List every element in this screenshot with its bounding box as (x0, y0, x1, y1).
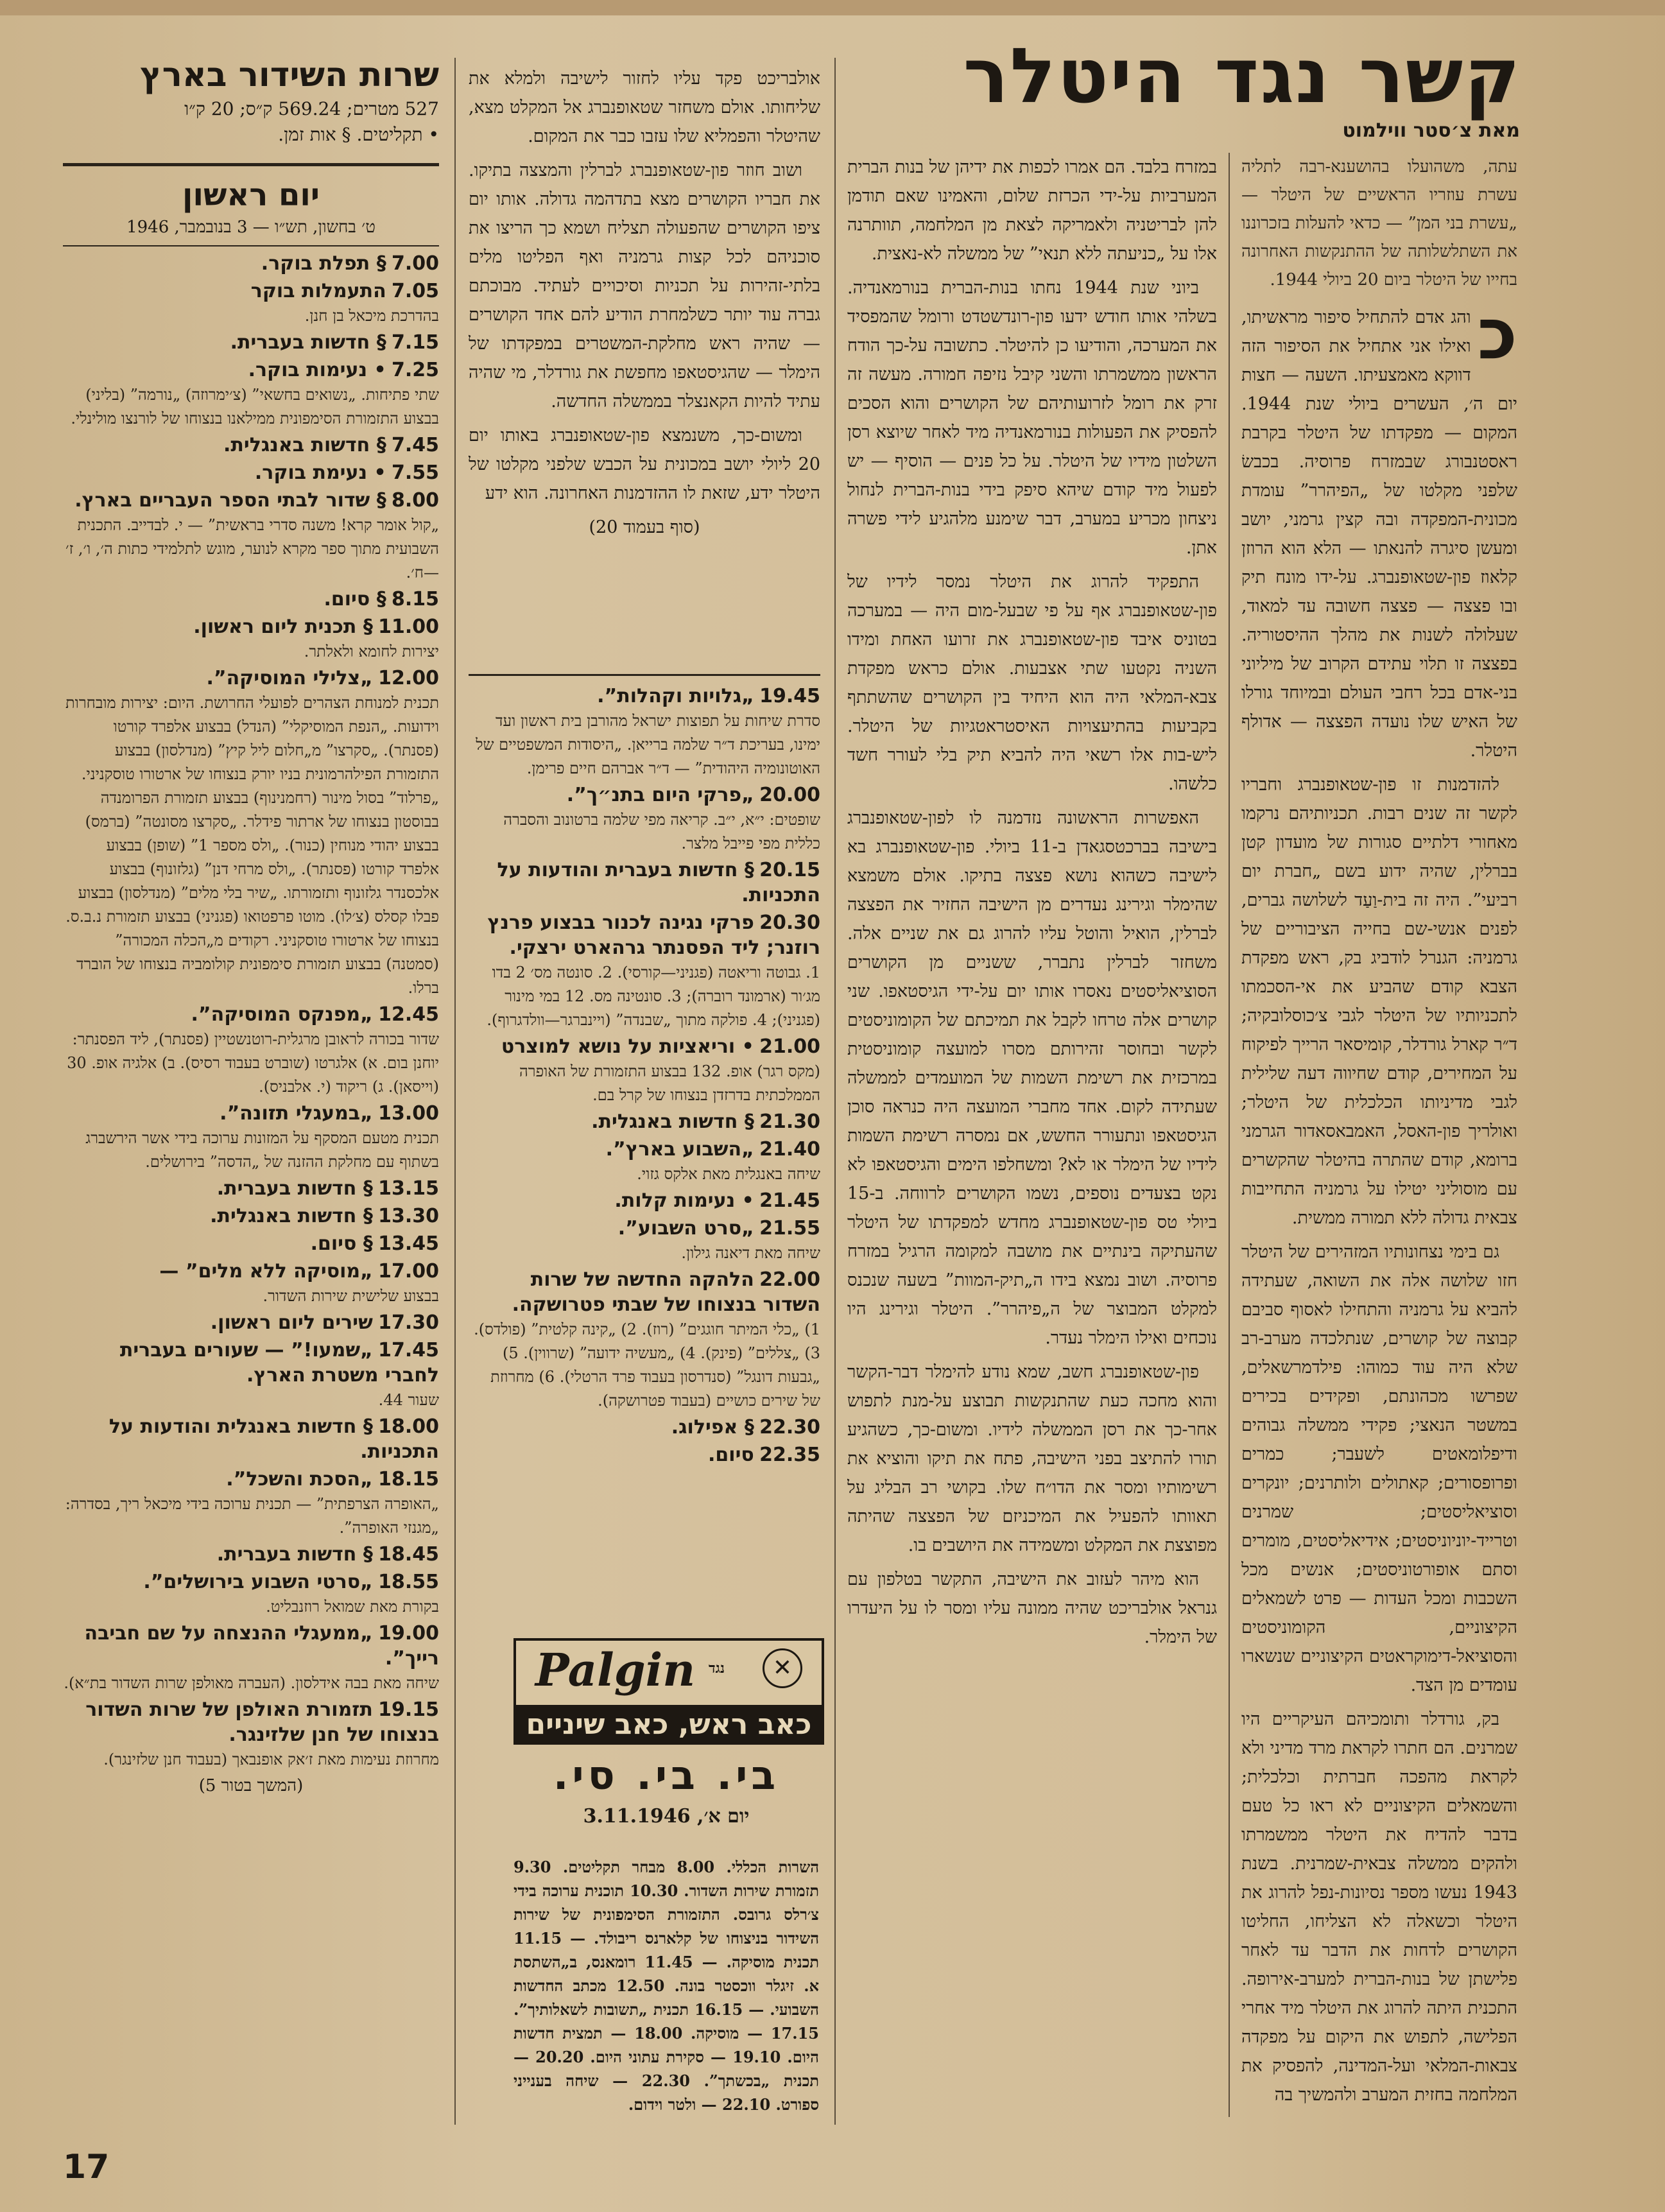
article-paragraph: התפקיד להרוג את היטלר נמסר לידיו של פון-שטאופנברג אף על פי שבעל-מום היה — במערכה בטוניס איבד פון-שטאופנברג את זרועו האחת ומידו השניה נקטעו שתי אצבעות. אולם כראש מפקדת צבא-המלאי היה הוא היחיד בין הקושרים שהשתתף בקביעות בהתיעצויות האיסטראטגיות של היטלר. ליש-בות אלו רשאי היה להביא תיק בלי לעורר חשד כלשהו. (847, 572, 1217, 794)
entry-title: „מפנקס המוסיקה”. (191, 1003, 373, 1026)
column-divider (454, 58, 456, 2125)
entry-title: הלהקה החדשה של שרות השדור בנצוחו של שבתי פטרושקה. (512, 1268, 820, 1316)
entry-time: 7.45 (391, 434, 439, 456)
entry-time: 21.30 (759, 1110, 820, 1133)
entry-description: שופטים: י״א, י״ב. קריאה מפי שלמה ברטונוב והסברה כללית מפי פייבל מלצר. (503, 811, 820, 852)
article-column-3 (469, 64, 820, 680)
entry-description: 1. גבוטה וריאטה (פגניני—קורסי). 2. סונטה מס׳ 2 בדו מג׳ור (ארמונד רוברה); 3. סונטינה מס. 12 במי מינור (פגניני); 4. פולקה מתוך „שבנדה” (ויינברגר—וולדגרוף). (487, 963, 820, 1029)
entry-description: בבצוע שלישית שירות השדור. (263, 1287, 439, 1305)
article-paragraph: פון-שטאופנברג חשב, שמא נודע להימלר דבר-הקשר והוא מחכה כעת שהתנקשות תבוצע על-מנת לתפוש אחר-כך את רסן הממשלה לידיו. ומשום-כך, כשהגיע תורו להתיצב בפני הישיבה, פתח את תיקו והוציא את רשימותיו ומסר את הדו״ח שלו. בקושי רב הבליג על תאוותו להפעיל את המיכניזם של הפצצה שהיתה מפוצצת את המקלט ומשמידה את היושבים בו. (847, 1362, 1217, 1555)
schedule-entry (63, 587, 439, 612)
entry-time: 13.45 (378, 1232, 439, 1255)
schedule-entry (63, 1338, 439, 1412)
schedule-entry (63, 615, 439, 664)
entry-title: „סרטי השבוע בירושלים”. (143, 1571, 373, 1593)
entry-time: 7.55 (391, 462, 439, 484)
entry-time: 7.25 (391, 359, 439, 381)
palgin-logo: Palgin (535, 1643, 696, 1697)
entry-time: 8.00 (391, 489, 439, 512)
section-divider (63, 163, 439, 166)
evening-schedule (469, 684, 820, 1634)
schedule-entry (63, 1003, 439, 1099)
entry-title: § חדשות בעברית והודעות על התכניות. (497, 859, 820, 906)
article-column-1 (1241, 153, 1517, 2130)
entry-time: 22.00 (759, 1268, 820, 1291)
entry-title: „גלויות וקהלות”. (597, 685, 754, 707)
entry-description: יצירות לחומא ולאלתר. (304, 643, 439, 661)
entry-title: סיום. (708, 1444, 754, 1466)
article-headline: קשר נגד היטלר (963, 31, 1521, 120)
day-title: יום ראשון (182, 177, 320, 213)
entry-title: „שמעו!” — שעורים בעברית לחברי משטרת הארץ. (119, 1339, 439, 1387)
entry-time: 17.45 (378, 1339, 439, 1361)
entry-description: סדרת שיחות על תפוצות ישראל מהורבן בית ראשון ועד ימינו, בעריכת ד״ר שלמה ברייאן. „היסודות המשפטיים של האוטונומיה היהודית” — ד״ר אברהם חיים פרימן. (476, 712, 820, 777)
entry-title: § חדשות בעברית. (216, 1543, 373, 1566)
schedule-entry (63, 666, 439, 1000)
entry-time: 21.00 (759, 1035, 820, 1058)
broadcast-title: שרות השידור בארץ (140, 56, 439, 94)
entry-description: „קול אומר קרא! משנה סדרי בראשית” — י. לבדייב. התכנית השבועית מתוך ספר מקרא לנוער, מוגש לתלמידי כתות ה׳, ו׳, ז׳—ח׳. (65, 516, 439, 582)
entry-description: (מקס רגר) אופ. 132 בבצוע התזמורת של האופרה הממלכתית בדרזדן בנצוחו של קרל בם. (519, 1062, 820, 1104)
article-paragraph: והג אדם להתחיל סיפור מראשיתו, ואילו אני אתחיל את הסיפור הזה דווקא מאמצעיתו. השעה — חצות יום ה׳, העשרים ביולי שנת 1944. המקום — מפקדתו של היטלר בקרבת ראסטנבורג שבמזרח פרוסיה. בכבשׂ שלפני מקלטו של „הפיהרר” עומדת מכונית-המפקדה ובה קצין גרמני, יושב ומעשן סיגרה להנאתו — הלא הוא הרוזן קלאוז פון-שטאופנברג. על-ידו מונח תיק ובו פצצה — פצצה חשובה עד למאוד, שעלולה לשנות את מהלך ההיסטוריה. בפצצה זו תלוי עתידם הקרוב של מיליוני בני-אדם בכל רחבי העולם ובמיוחד גורלו של האיש שלו נועדה הפצצה — אדולף היטלר. (1241, 307, 1517, 761)
entry-description: שעור 44. (378, 1391, 439, 1409)
entry-title: § שדור לבתי הספר העבריים בארץ. (74, 489, 386, 512)
page-top-edge (0, 0, 1665, 15)
entry-title: • נעימת בוקר. (254, 462, 386, 484)
page-number: 17 (63, 2148, 110, 2186)
schedule-entry (63, 279, 439, 328)
schedule-entry (469, 1189, 820, 1214)
drop-cap: כ (1477, 293, 1517, 375)
schedule-entry (63, 358, 439, 431)
entry-time: 19.00 (378, 1622, 439, 1645)
entry-description: בקורת מאת שמואל רוזנבליט. (266, 1598, 439, 1616)
entry-time: 20.15 (759, 859, 820, 881)
entry-time: 19.45 (759, 685, 820, 707)
entry-title: „השבוע בארץ”. (605, 1138, 754, 1161)
entry-description: שיחה מאת דיאנה גילון. (681, 1244, 820, 1262)
schedule-entry (469, 783, 820, 856)
article-paragraph: בק, גורדלר ותומכיהם העיקריים היו שמרנים. הם חתרו לקראת מרד מדיני ולא לקראת מהפכה חברתית וכלכלית; והשמאלים הקיצוניים לא ראו כל טעם בדבר להדיח את היטלר ממשמרתו ולהקים ממשלה צבאית-שמרנית. בשנת 1943 נעשו מספר נסיונות-נפל להרוג את היטלר וכשאלה לא הצליחו, החליטו הקושרים לדחות את הדבר עד לאחר פלישתן של בנות-הברית למערב-אירופה. התכנית היתה להרוג את היטלר מיד אחרי הפלישה, לתפוש את היקום על מפקדה צבאות-המלאי ועל-המדינה, להפסיק את המלחמה בחזית המערב ולהמשיך בה (1241, 1709, 1517, 2105)
schedule-entry (63, 1467, 439, 1540)
entry-time: 20.00 (759, 784, 820, 806)
palgin-advertisement (513, 1638, 824, 1707)
ad-cross-icon: ✕ (763, 1648, 802, 1688)
entry-time: 17.00 (378, 1260, 439, 1283)
broadcast-legend: • תקליטים. § אות זמן. (278, 124, 439, 145)
entry-title: „פרקי היום בתנ״ך”. (566, 784, 754, 806)
schedule-entry (63, 1621, 439, 1695)
article-continued-note: (סוף בעמוד 20) (589, 517, 700, 537)
entry-time: 13.15 (378, 1177, 439, 1200)
schedule-entry (63, 488, 439, 585)
entry-time: 11.00 (378, 616, 439, 638)
article-paragraph: להזדמנות זו פון-שטאופנברג וחבריו לקשר זה שנים רבות. תכניותיהם נרקמו מאחורי דלתיים סגורות של מועדון קטן בברלין, שהיה ידוע בשם „חברת יום רביעי”. היה זה בית-וַעַד לשלושה גברים, לפנים אנשי-שם בחייה הציבוריים של גרמניה: הגנרל לודביג בק, ראש מפקדת הצבא קודם שהביע את אי-הסכמתו לתכניותיו של היטלר לגבי צ׳כוסלובקיה; ד״ר קארל גורדלר, קומיסאר הרייך לפיקוח על המחירים, קודם שחיווה דעה שלילית לגבי מדיניותו הכלכלית של היטלר; ואולריך פון-האסל, האמבאסאדור הגרמני ברומא, קודם שהתרה בהיטלר שהקשרים עם מוסוליני יטילו על גרמניה התחייבות צבאית גדולה ללא תמורה ממשית. (1241, 775, 1517, 1228)
ad-band-text: כאב ראש, כאב שיניים (513, 1705, 824, 1745)
entry-time: 13.00 (378, 1102, 439, 1125)
entry-time: 21.40 (759, 1138, 820, 1161)
entry-title: § חדשות באנגלית והודעות על התכניות. (108, 1415, 439, 1463)
entry-time: 22.30 (759, 1416, 820, 1439)
entry-title: § אפילוג. (671, 1416, 754, 1439)
entry-title: „ממעגלי ההנצחה על שם חביבה רייך”. (84, 1622, 439, 1670)
schedule-entry (469, 858, 820, 908)
day-schedule (63, 252, 439, 2100)
entry-title: „צלילי המוסיקה”. (206, 667, 373, 689)
article-paragraph: אולבריכט פקד עליו לחזור לישיבה ולמלא את שליחותו. אולם משחזר שטאופנברג אל המקלט מצא, שהיטלר והפמליא שלו עזבו כבר את המקום. (469, 69, 820, 146)
entry-description: 1) „כלי המיתר חוגגים” (רוז). 2) „קינה קלטית” (פולדס). 3) „צללים” (פינק). 4) „מעשיה ידועה” (שרווין). 5) „גבעות דונגל” (סנדרסון בעבוד פרד הרטלי). 6) מחרוזת של שירים כושיים (בעבוד פטרושקה). (474, 1320, 820, 1410)
entry-description: מחרוזת נעימות מאת ז׳אק אופנבאך (בעבוד חנן שלזינגר). (103, 1750, 439, 1768)
entry-time: 12.45 (378, 1003, 439, 1026)
entry-time: 8.15 (391, 588, 439, 610)
entry-time: 13.30 (378, 1205, 439, 1227)
entry-time: 17.30 (378, 1311, 439, 1334)
article-byline: מאת צ׳סטר ווילמוט (1342, 119, 1520, 142)
entry-time: 20.30 (759, 912, 820, 934)
entry-title: • וריאציות על נושא למוצרט (501, 1035, 754, 1058)
schedule-entry (469, 684, 820, 781)
continued-note: (המשך בטור 5) (198, 1776, 304, 1795)
section-divider (469, 674, 820, 676)
entry-title: § תפלת בוקר. (261, 252, 386, 275)
entry-time: 21.45 (759, 1189, 820, 1212)
schedule-entry (469, 1268, 820, 1413)
schedule-entry (63, 1232, 439, 1257)
entry-time: 21.55 (759, 1217, 820, 1240)
entry-time: 22.35 (759, 1444, 820, 1466)
article-paragraph: במזרח בלבד. הם אמרו לכפות את ידיהן של בנות הברית המערביות על-ידי הכרזת שלום, והאמינו שאם תודמן להן לבריטניה ולאמריקה לצאת מן המלחמה, תוותרנה אלו על „כניעתה ללא תנאי” של ממשלה לא-נאצית. (847, 157, 1217, 264)
column-divider (834, 58, 836, 2125)
entry-description: שיחה מאת בבה אידלסון. (העברה מאולפן שרות השדור בת״א). (64, 1674, 439, 1692)
section-divider (63, 245, 439, 246)
article-paragraph: ומשום-כך, משנמצא פון-שטאופנברג באותו יום 20 ליולי יושב במכונית על הכבש שלפני מקלטו של היטלר ידע, שזאת לו ההזדמנות האחרונה. הוא ידע (469, 426, 820, 503)
article-column-2 (847, 153, 1217, 2130)
schedule-entry (63, 1570, 439, 1619)
entry-time: 18.45 (378, 1543, 439, 1566)
entry-title: § חדשות באנגלית. (223, 434, 386, 456)
entry-description: תכנית למנוחת הצהרים לפועלי החרושת. היום: יצירות מובחרות וידועות. „הנפת המוסיקלי” (הנדל) בבצוע אלפרד קורטו (פסנתר). „סקרצו” מ„חלום ליל קיץ” (מנדלסון) בבצוע התזמורת הפילהרמונית בניו יורק בנצוחו של ארטורו טוסקניני. „פרלוד” בסול מינור (רחמנינוף) בבצוע תזמורת הפרומנדה בבוסטון בנצוחו של ארתור פידלר. „סקרצו מסונטה” (ברמס) בבצוע יהודי מנוחין (כנור). „ולס מספר 1” (שופן) בבצוע אלפרד קורטו (פסנתר). „ולס מרחי דנן” (גלזונוף) בבצוע אלכסנדר גלזונוף ותזמורתו. „שיר בלי מלים” (מנדלסון) בבצוע פבלו קסלס (צ׳לו). מוטו פרפטואו (פגניני) בבצוע תזמורת נ.ב.ס. בנצוחו של ארטורו טוסקניני. רקודים מ„הכלה המכורה” (סמטנה) בבצוע תזמורת סימפונית קולומביה בנצוחו של הוברד ברלו. (65, 694, 439, 997)
schedule-entry (469, 1216, 820, 1265)
entry-title: „סרט השבוע”. (617, 1217, 754, 1240)
entry-description: שתי פתיחות. „נשואים בחשאי” (צ׳ימרוזה) „נורמה” (בליני) בבצוע התזמורת הסימפונית ממילאנו בנצוחו של לורנצו מולינלי. (71, 386, 439, 428)
schedule-entry (63, 1102, 439, 1174)
entry-time: 19.15 (378, 1698, 439, 1721)
ad-tagline: נגד (709, 1660, 725, 1677)
broadcast-frequency: 527 מטרים; 569.24 ק״ס; 20 ק״ו (184, 98, 439, 119)
entry-title: § תכנית ליום ראשון. (193, 616, 373, 638)
schedule-entry (63, 252, 439, 277)
entry-description: תכנית מטעם המסקף על המזונות ערוכה בידי אשר הירשברג בשתוף עם מחלקת ההזנה של „הדסה” בירושלים. (85, 1129, 439, 1171)
entry-description: שיחה באנגלית מאת אלקס גזוי. (637, 1165, 820, 1183)
article-intro: עתה, משהועלו בהושענא-רבה לתליה עשרת עוזריו הראשיים של היטלר — „עשרת בני המן” — כדאי להעלות בזכרוננו את השתלשלותה של ההתנקשות האחרונה בחייו של היטלר ביום 20 ביולי 1944. (1241, 157, 1517, 289)
schedule-entry (63, 1311, 439, 1336)
schedule-entry (469, 1137, 820, 1186)
schedule-entry (63, 1177, 439, 1202)
entry-title: „במעגלי תזונה”. (220, 1102, 373, 1125)
bbc-title: בי. בי. סי. (553, 1752, 780, 1799)
entry-time: 12.00 (378, 667, 439, 689)
schedule-entry (469, 911, 820, 1032)
bbc-schedule: השרות הכללי. 8.00 מבחר תקליטים. 9.30 תזמורת שירות השדור. 10.30 תוכנית ערוכה בידי צ׳רלס גרובס. התזמורת הסימפונית של שירות השידור בניצוחו של קלארנס ריבולד. — 11.15 תכנית מוסיקה. — 11.45 רומאנס, ב„השתסת א. זיגלר ווכסטר בונה. 12.50 מכתב החדשות השבועי. — 16.15 תכנית „תשובות לשאלותיך”. 17.15 — מוסיקה. 18.00 — תמצית חדשות היום. 19.10 — סקירת עתוני היום. 20.20 — תכנית „בכשתך”. 22.30 — שיחה בענייני ספורט. 22.10 — ולטר וידום. (513, 1858, 819, 2114)
entry-time: 7.05 (391, 280, 439, 302)
entry-time: 18.55 (378, 1571, 439, 1593)
entry-title: פרקי נגינה לכנור בבצוע פרנץ רוזנר; ליד הפסנתר גרהארט ירצקי. (487, 912, 820, 959)
broadcast-info (63, 96, 439, 148)
entry-title: „מוסיקה ללא מלים” — (159, 1260, 373, 1283)
entry-title: שירים ליום ראשון. (210, 1311, 373, 1334)
entry-title: § סיום. (324, 588, 386, 610)
entry-time: 7.15 (391, 331, 439, 354)
schedule-entry (469, 1415, 820, 1440)
entry-description: שדור בכורה לראובן מרגלית-רוטנשטיין (פסנתר), ליד הפסנתר: יוחנן בום. א) אלגרטו (שוברט בעבוד רסיס). ב) אלגיה אופ. 30 (וייסאן). ג) ריקוד (י. אלבניס). (67, 1030, 439, 1096)
entry-time: 7.00 (391, 252, 439, 275)
entry-title: התעמלות בוקר (250, 280, 386, 302)
bbc-date: יום א׳, 3.11.1946 (583, 1805, 750, 1827)
schedule-entry (469, 1035, 820, 1107)
schedule-entry (63, 1415, 439, 1465)
entry-time: 18.00 (378, 1415, 439, 1438)
entry-title: • נעימות קלות. (614, 1189, 754, 1212)
schedule-entry (63, 433, 439, 458)
article-paragraph: גם בימי נצחונותיו המזהירים של היטלר חזו שלושה אלה את השואה, שעתידה להביא על גרמניה והתחילו לאסוף סביבם קבוצה של קושרים, שנתלכדה מערב-רב שלא היה עוד כמוהו: פילדמרשאלים, שפרשו מכהונתם, ופקידים בכירים במשטר הנאצי; פקידי ממשלה גבוהים ודיפלומאטים לשעבר; כמרים ופרופסורים; קאתולים ולותרנים; יונקרים וסוציאליסטים; שמרנים וטרייד-יוניוניסטים; אידיאליסטים, מומרים וסתם אופורטוניסטים; אנשים מכל השכבות ומכל העדות — פרט לשמאלים הקיצוניים, הקומוניסטים והסוציאל-דימוקראטים הקיצוניים שנשארו עומדים מן הצד. (1241, 1242, 1517, 1695)
schedule-entry (63, 1204, 439, 1229)
schedule-entry (63, 331, 439, 356)
article-paragraph: ביוני שנת 1944 נחתו בנות-הברית בנורמאנדיה. בשלהי אותו חודש ידעו פון-רונדשטדט ורומל שהמפסיד את המערכה, והודיעו כן להיטלר. כתשובה על-כך הודח הראשון ממשמרתו והשני קיבל נזיפה חמורה. מעשה זה זרק את רומל לזרועותיהם של הקושרים והוא הסכים להפסיק את הפעולות בנורמאנדיה מיד לאחר שיוצא רסן השלטון מידיו של היטלר. על כל פנים — הוסיף — יש לפעול מיד קודם שיהא סיפק בידי בנות-הברית לנחול ניצחון מכריע במערב, דבר שימנע מלהגיע לידי פשרה אתן. (847, 278, 1217, 558)
entry-title: § חדשות בעברית. (230, 331, 386, 354)
article-paragraph: ושוב חוזר פון-שטאופנברג לברלין והמצצה בתיקו. את חבריו הקושרים מצא בתדהמה גדולה. אותו יום ציפו הקושרים שהפעולה תצליח ושמא כך הריצו את סוכניהם לכל קצות גרמניה ואף הפליטו מלים בלתי-זהירות על תכניות וסיכויים לעתיד. מבוכתם גברה עוד יותר כשלמחרת הודיע להם אחד הקושרים — שהיה ראש מחלקת-המשטרים במפקדתו של הימלר — שהגיסטאפו מחפשת את גורדלר, מי שהיה עתיד להיות הקאנצלר בממשלה החדשה. (469, 160, 820, 411)
entry-title: § חדשות בעברית. (216, 1177, 373, 1200)
column-divider (1229, 153, 1230, 2117)
schedule-entry (63, 461, 439, 486)
entry-title: • נעימות בוקר. (248, 359, 386, 381)
schedule-entry (63, 1698, 439, 1772)
schedule-entry (63, 1542, 439, 1568)
article-paragraph: האפשרות הראשונה נזדמנה לו לפון-שטאופנברג בישיבה בברכטסגאדן ב-11 ביולי. פון-שטאופנברג בא לישיבה כשהוא נושא פצצה בתיקו. אולם משמצא שהימלר וגירינג נעדרים מן הישיבה החזיר את הפצצה לברלין, הואיל והוטל עליו להרוג גם את שניים אלה. משחזר לברלין נתברר, ששניים מן הקושרים הסוציאליסטים נאסרו אותו יום על-ידי הגיסטאפו. שני קושרים אלה טרחו לקבל את תמיכתם של הקומוניסטים לקשר ובחוסר זהירותם מסרו למועצה קומוניסטית במרכזית את רשימת השמות של המועמדים לממשלה שעתידה לקום. אחד מחברי המועצה היה כנראה סוכן הגיסטאפו ונתעורר החשש, אם נמסרה רשימת השמות לידיו של הימלר או לא? ומשחלפו הימים והגיסטאפו לא נקט בצעדים נוספים, נשמו הקושרים לרווחה. ב-15 ביולי טס פון-שטאופנברג מחדש למפקדתו של היטלר שהעתיקה בינתיים את מושבה למקומה הרגיל במזרח פרוסיה. ושוב נמצא בידו ה„תיק-המוות” בשעה שנכנס למקלט המבוצר של ה„פיהרר”. היטלר וגירינג היו נוכחים ואילו הימלר נעדר. (847, 808, 1217, 1348)
schedule-entry (63, 1259, 439, 1308)
article-paragraph: הוא מיהר לעזוב את הישיבה, התקשר בטלפון עם גנראל אולבריכט שהיה ממונה עליו ומסר לו על היעדרו של הימלר. (847, 1569, 1217, 1647)
entry-title: § חדשות באנגלית. (591, 1110, 754, 1133)
schedule-entry (469, 1110, 820, 1135)
schedule-entry (469, 1443, 820, 1468)
entry-title: „הסכת והשכל”. (226, 1468, 373, 1491)
day-date: ט׳ בחשון, תש״ו — 3 בנובמבר, 1946 (126, 218, 375, 237)
entry-time: 18.15 (378, 1468, 439, 1491)
entry-description: „האופרה הצרפתית” — תכנית ערוכה בידי מיכאל ריך, בסדרה: „מגנזי האופרה”. (65, 1495, 439, 1537)
entry-title: § חדשות באנגלית. (210, 1205, 373, 1227)
entry-description: בהדרכת מיכאל בן חנן. (304, 307, 439, 325)
entry-title: § סיום. (310, 1232, 373, 1255)
entry-title: תזמורת האולפן של שרות השדור בנצוחו של חנן שלזינגר. (85, 1698, 439, 1746)
